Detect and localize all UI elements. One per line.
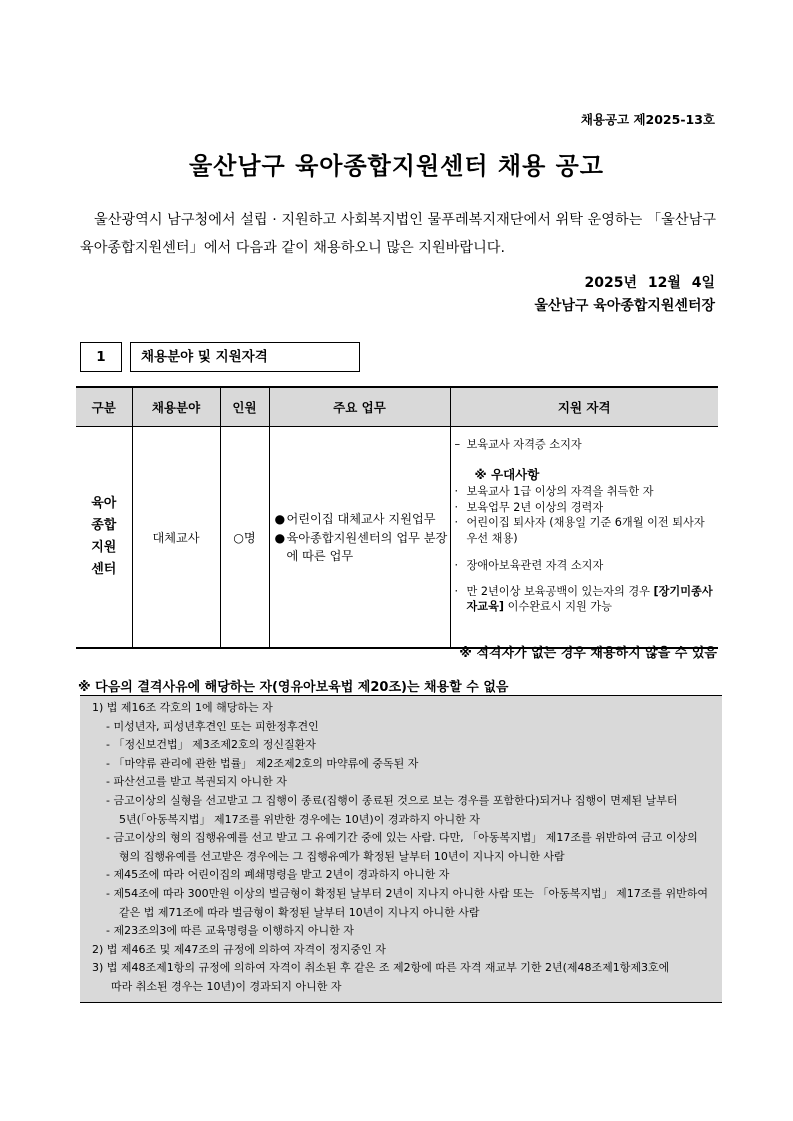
signer: 울산남구 육아종합지원센터장: [534, 298, 715, 314]
disq-line: - 제45조에 따라 어린이집의 폐쇄명령을 받고 2년이 경과하지 아니한 자: [106, 868, 450, 882]
category-line: 종합: [91, 518, 117, 533]
category-line: 육아: [91, 496, 117, 511]
recruitment-table: [76, 386, 718, 649]
disq-line: 따라 취소된 경우는 10년)이 경과되지 아니한 자: [111, 979, 342, 993]
disq-line: - 「정신보건법」 제3조제2호의 정신질환자: [106, 738, 316, 752]
table-header-row: [76, 387, 718, 427]
duty-item: ● 육아종합지원센터의 업무 분장에 따른 업무: [274, 530, 448, 563]
disq-line: - 미성년자, 피성년후견인 또는 피한정후견인: [106, 719, 319, 733]
section-title: 채용분야 및 지원자격: [130, 342, 360, 372]
qualification-cell: [450, 427, 718, 649]
header-field: 채용분야: [132, 387, 220, 427]
preference-item: · 보육교사 1급 이상의 자격을 취득한 자: [454, 485, 654, 498]
disqualification-title: ※ 다음의 결격사유에 해당하는 자(영유아보육법 제20조)는 채용할 수 없음: [78, 680, 509, 695]
disq-line: - 금고이상의 실형을 선고받고 그 집행이 종료(집행이 종료된 것으로 보는 경우를 포함한다)되거나 집행이 면제된 날부터: [106, 793, 678, 807]
disq-line: 형의 집행유예를 선고받은 경우에는 그 집행유예가 확정된 날부터 10년이 지나지 아니한 사람: [119, 849, 565, 863]
category-line: 센터: [91, 562, 117, 577]
no-fit-note: ※ 적격자가 없는 경우 채용하지 않을 수 있음: [459, 646, 717, 661]
preference-item: · 어린이집 퇴사자 (채용일 기준 6개월 이전 퇴사자 우선 채용): [454, 516, 705, 545]
notice-date: 2025년 12월 4일: [584, 275, 715, 291]
table-row: [76, 427, 718, 649]
disq-line: - 「마약류 관리에 관한 법률」 제2조제2호의 마약류에 중독된 자: [106, 756, 419, 770]
duty-item: ● 어린이집 대체교사 지원업무: [274, 511, 436, 526]
field-cell: 대체교사: [132, 427, 220, 649]
page-title: 울산남구 육아종합지원센터 채용 공고: [188, 152, 604, 180]
section-number: 1: [80, 342, 122, 372]
header-count: 인원: [220, 387, 269, 427]
career-gap-note: · 만 2년이상 보육공백이 있는자의 경우 [장기미종사자교육] 이수완료시 지원 가능: [454, 584, 713, 613]
extra-qualification: · 장애아보육관련 자격 소지자: [454, 559, 604, 572]
preference-title: ※ 우대사항: [474, 466, 540, 482]
header-category: 구분: [76, 387, 132, 427]
qualification-item: – 보육교사 자격증 소지자: [454, 438, 582, 451]
header-qualification: 지원 자격: [450, 387, 718, 427]
disqualification-box: [80, 695, 722, 1003]
disq-line: - 제54조에 따라 300만원 이상의 벌금형이 확정된 날부터 2년이 지나지 아니한 사람 또는 「아동복지법」 제17조를 위반하여: [106, 886, 708, 900]
disq-line: 2) 법 제46조 및 제47조의 규정에 의하여 자격이 정지중인 자: [92, 942, 386, 956]
header-duties: 주요 업무: [269, 387, 450, 427]
disq-line: 같은 법 제71조에 따라 벌금형이 확정된 날부터 10년이 지나지 아니한 사람: [119, 905, 480, 919]
duties-cell: [269, 427, 450, 649]
notice-number: 채용공고 제2025-13호: [580, 112, 715, 127]
count-cell: ○명: [220, 427, 269, 649]
disq-line: - 제23조의3에 따른 교육명령을 이행하지 아니한 자: [106, 924, 354, 938]
intro-paragraph: 울산광역시 남구청에서 설립 · 지원하고 사회복지법인 물푸레복지재단에서 위탁 운영하는 「울산남구 육아종합지원센터」에서 다음과 같이 채용하오니 많은 지원바랍니다.: [80, 212, 716, 256]
category-line: 지원: [91, 540, 117, 555]
preference-item: · 보육업무 2년 이상의 경력자: [454, 500, 604, 514]
disq-line: 3) 법 제48조제1항의 규정에 의하여 자격이 취소된 후 같은 조 제2항에 따른 자격 재교부 기한 2년(제48조제1항제3호에: [92, 961, 670, 975]
disq-line: 1) 법 제16조 각호의 1에 해당하는 자: [92, 701, 273, 714]
category-cell: [76, 427, 132, 649]
disq-line: - 금고이상의 형의 집행유예를 선고 받고 그 유예기간 중에 있는 사람. 다만, 「아동복지법」 제17조를 위반하여 금고 이상의: [106, 831, 698, 845]
disq-line: - 파산선고를 받고 복권되지 아니한 자: [106, 775, 287, 789]
disq-line: 5년(「아동복지법」 제17조를 위반한 경우에는 10년)이 경과하지 아니한 자: [119, 812, 480, 826]
